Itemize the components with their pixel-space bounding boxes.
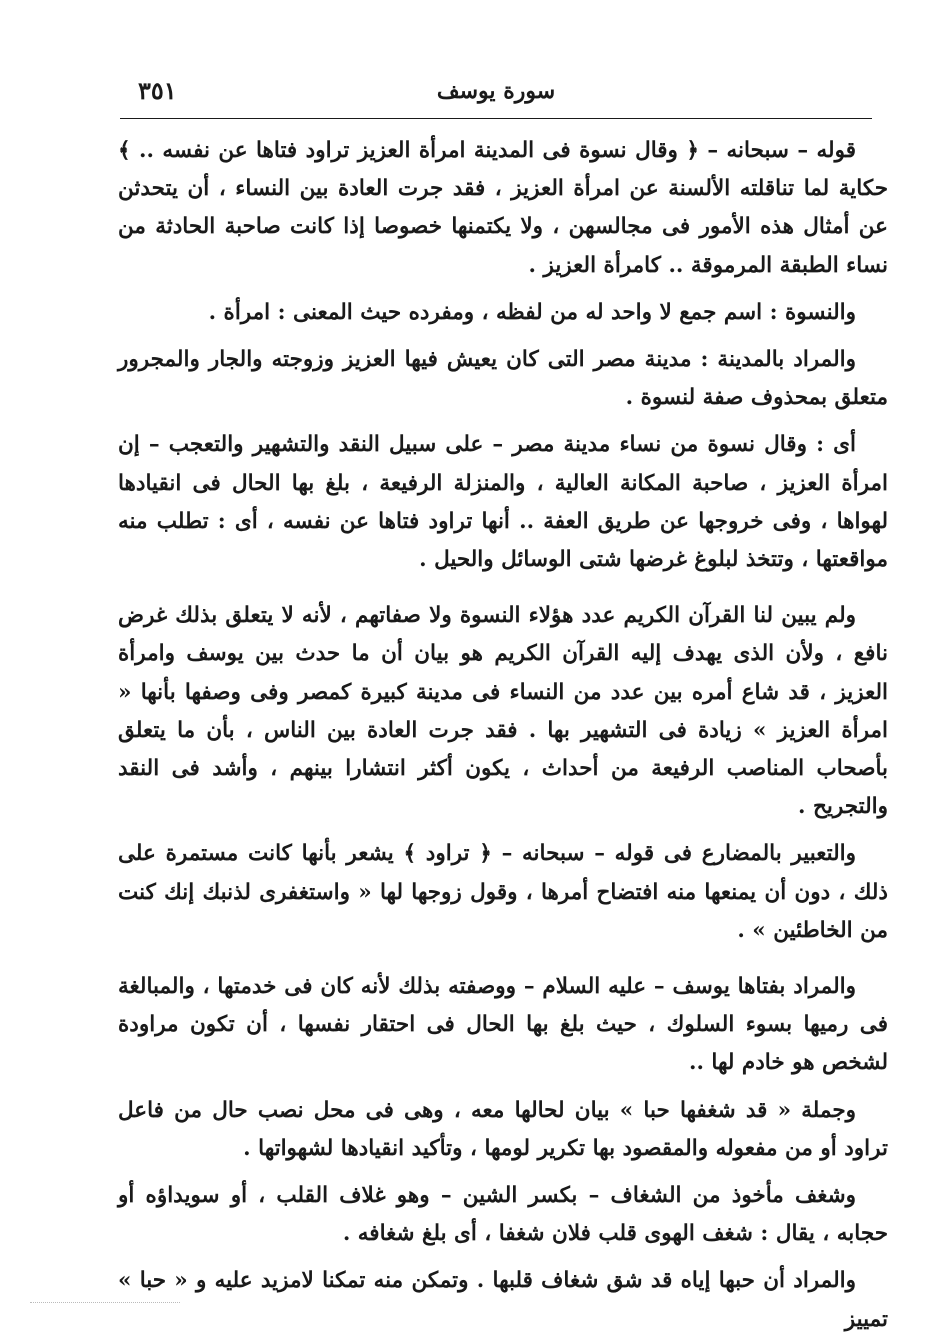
paragraph: قوله – سبحانه – ﴿ وقال نسوة فى المدينة امرأة العزيز تراود فتاها عن نفسه .. ﴾ حكاية لما تناقلته الألسنة عن امرأة العزيز ، فقد جرت العادة بين النساء ، أن يتحدثن عن أمثال هذه الأمور فى مجالسهن ، ولا يكتمنها خصوصا إذا كانت صاحبة الحادثة من نساء الطبقة المرموقة .. كامرأة العزيز .	[118, 138, 888, 278]
header-divider	[120, 118, 872, 119]
paragraph: والمراد أن حبها إياه قد شق شغاف قلبها . وتمكن منه تمكنا لامزيد عليه و « حبا » تمييز	[118, 1268, 888, 1332]
page-header	[120, 70, 872, 114]
paragraph: ولم يبين لنا القرآن الكريم عدد هؤلاء النسوة ولا صفاتهم ، لأنه لا يتعلق بذلك غرض نافع ، ولأن الذى يهدف إليه القرآن الكريم هو بيان أن ما حدث بين يوسف وامرأة العزيز ، قد شاع أمره بين عدد من النساء فى مدينة كبيرة كمصر وفى وصفها بأنها « امرأة العزيز » زيادة فى التشهير بها . فقد جرت العادة بين الناس ، بأن ما يتعلق بأصحاب المناصب الرفيعة من أحداث ، يكون أكثر انتشارا بينهم ، وأشد فى النقد والتجريح .	[118, 603, 888, 820]
paragraph: وشغف مأخوذ من الشغاف – بكسر الشين – وهو غلاف القلب ، أو سويداؤه أو حجابه ، يقال : شغف الهوى قلب فلان شغفا ، أى بلغ شغافه .	[118, 1183, 888, 1247]
scan-margin-marks	[30, 1302, 180, 1307]
paragraph: والنسوة : اسم جمع لا واحد له من لفظه ، ومفرده حيث المعنى : امرأة .	[208, 299, 856, 325]
paragraph: والمراد بالمدينة : مدينة مصر التى كان يعيش فيها العزيز وزوجته والجار والمجرور متعلق بمحذوف صفة لنسوة .	[118, 347, 888, 411]
paragraph: والتعبير بالمضارع فى قوله – سبحانه – ﴿ تراود ﴾ يشعر بأنها كانت مستمرة على ذلك ، دون أن يمنعها منه افتضاح أمرها ، وقول زوجها لها « واستغفرى لذنبك إنك كنت من الخاطئين » .	[118, 841, 888, 943]
paragraph: والمراد بفتاها يوسف – عليه السلام – ووصفته بذلك لأنه كان فى خدمتها ، والمبالغة فى رميها بسوء السلوك ، حيث بلغ بها الحال فى احتقار نفسها ، أن تكون مراودة لشخص هو خادم لها ..	[118, 974, 888, 1076]
running-title: سورة يوسف	[436, 78, 556, 104]
paragraph: وجملة « قد شغفها حبا » بيان لحالها معه ، وهى فى محل نصب حال من فاعل تراود أو من مفعوله والمقصود بها تكرير لومها ، وتأكيد انقيادها لشهواتها .	[118, 1097, 888, 1161]
paragraph: أى : وقال نسوة من نساء مدينة مصر – على سبيل النقد والتشهير والتعجب – إن امرأة العزيز ، صاحبة المكانة العالية ، والمنزلة الرفيعة ، بلغ بها الحال فى انقيادها لهواها ، وفى خروجها عن طريق العفة .. أنها تراود فتاها عن نفسه ، أى : تطلب منه مواقعتها ، وتتخذ لبلوغ غرضها شتى الوسائل والحيل .	[118, 432, 888, 573]
page-body	[118, 132, 888, 1332]
page-number: ٣٥١	[138, 76, 177, 105]
